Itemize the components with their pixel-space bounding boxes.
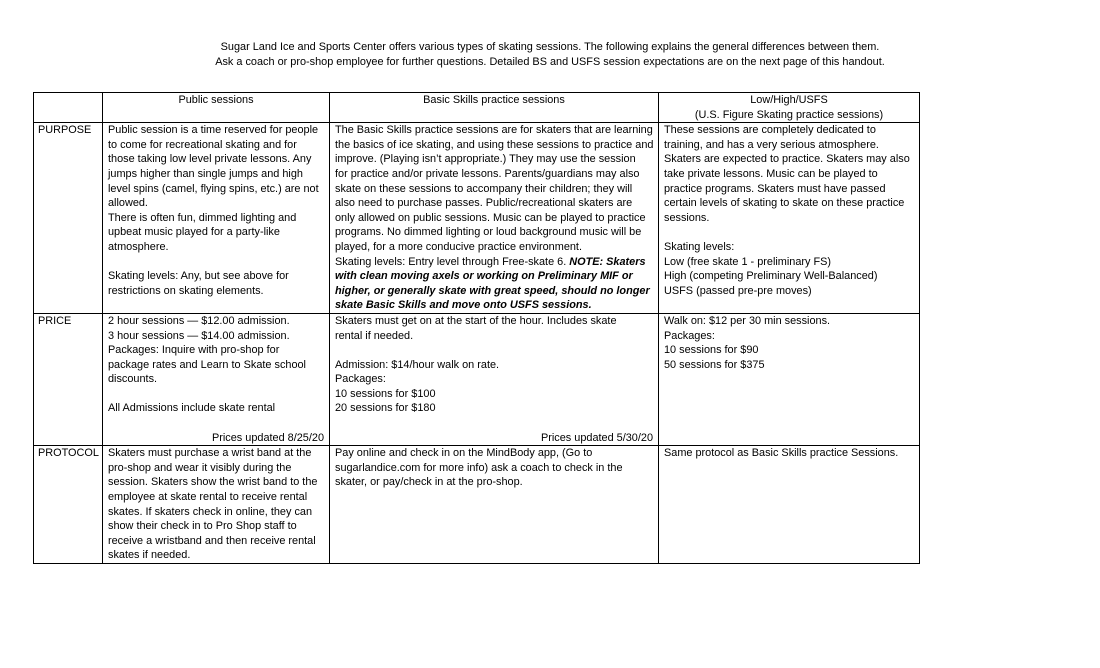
text-line: 20 sessions for $180 bbox=[335, 402, 436, 415]
text-line: receive a wristband and then receive rental bbox=[108, 534, 316, 547]
text-line: skates. If skaters check in online, they can bbox=[108, 505, 312, 518]
text-line: Pay online and check in on the MindBody app, (Go to bbox=[335, 447, 593, 460]
intro-line-1: Sugar Land Ice and Sports Center offers various types of skating sessions. The following explains the general differences between them. bbox=[220, 41, 880, 53]
text-line: package rates and Learn to Skate school bbox=[108, 358, 306, 371]
text-line: skate on these sessions to accompany their children; they will bbox=[335, 182, 633, 195]
purpose-usfs-cell bbox=[659, 123, 920, 314]
text-line: Packages: Inquire with pro-shop for bbox=[108, 344, 280, 357]
text-line: skater, or pay/check in at the pro-shop. bbox=[335, 476, 523, 489]
purpose-basic-cell bbox=[330, 123, 659, 314]
text-line: 10 sessions for $90 bbox=[664, 344, 759, 357]
price-basic-text bbox=[335, 314, 653, 416]
text-line: take private lessons. Music can be played to bbox=[664, 167, 878, 180]
header-public-sessions: Public sessions bbox=[103, 93, 330, 123]
basic-note-first: NOTE: Skaters bbox=[569, 255, 646, 268]
text-line: played, for a more conducive practice environment. bbox=[335, 240, 582, 253]
row-label-protocol: PROTOCOL bbox=[34, 446, 103, 564]
text-line: High (competing Preliminary Well-Balanced) bbox=[664, 270, 878, 283]
text-line: Skaters must get on at the start of the hour. Includes skate bbox=[335, 314, 617, 327]
basic-note-line-2: with clean moving axels or working on Preliminary MIF or bbox=[335, 270, 633, 283]
text-line: Walk on: $12 per 30 min sessions. bbox=[664, 314, 831, 327]
text-line: sugarlandice.com for more info) ask a coach to check in the bbox=[335, 461, 623, 474]
text-line: Low (free skate 1 - preliminary FS) bbox=[664, 255, 832, 268]
header-row bbox=[34, 93, 920, 123]
text-line: programs. No dimmed lighting or loud background music will be bbox=[335, 226, 642, 239]
row-label-price: PRICE bbox=[34, 313, 103, 445]
text-line bbox=[108, 255, 324, 270]
text-line bbox=[664, 225, 914, 240]
price-public-text bbox=[108, 314, 324, 416]
text-line: employee at skate rental to receive rental bbox=[108, 491, 308, 504]
text-line: All Admissions include skate rental bbox=[108, 402, 276, 415]
text-line: also need to purchase passes. Public/recreational skaters are bbox=[335, 197, 633, 210]
text-line: Packages: bbox=[664, 329, 715, 342]
text-line: Skaters are expected to practice. Skaters may also bbox=[664, 153, 910, 166]
text-line: 2 hour sessions — $12.00 admission. bbox=[108, 314, 290, 327]
session-comparison-table bbox=[33, 92, 920, 564]
text-line bbox=[108, 387, 324, 402]
text-line: certain levels of skating to skate on these practice bbox=[664, 197, 905, 210]
text-line: practice programs. Skaters must have passed bbox=[664, 182, 886, 195]
text-line: sessions. bbox=[664, 211, 710, 224]
text-line: Skating levels: bbox=[664, 240, 735, 253]
purpose-row bbox=[34, 123, 920, 314]
purpose-basic-levels bbox=[335, 255, 653, 270]
basic-prices-updated: Prices updated 5/30/20 bbox=[540, 431, 653, 444]
text-line: Public session is a time reserved for people bbox=[108, 124, 319, 137]
price-public-cell bbox=[103, 313, 330, 445]
text-line bbox=[335, 343, 653, 358]
text-line: upbeat music played for a party-like bbox=[108, 226, 280, 239]
text-line: to come for recreational skating and for bbox=[108, 138, 297, 151]
header-blank-cell bbox=[34, 93, 103, 123]
purpose-public-cell bbox=[103, 123, 330, 314]
text-line: training, and has a very serious atmosphere. bbox=[664, 138, 879, 151]
text-line: atmosphere. bbox=[108, 240, 169, 253]
text-line: discounts. bbox=[108, 373, 158, 386]
text-line: 10 sessions for $100 bbox=[335, 387, 436, 400]
text-line: restrictions on skating elements. bbox=[108, 284, 264, 297]
header-basic-skills-sessions: Basic Skills practice sessions bbox=[330, 93, 659, 123]
row-label-purpose: PURPOSE bbox=[34, 123, 103, 314]
text-line: There is often fun, dimmed lighting and bbox=[108, 211, 297, 224]
text-line: session. Skaters show the wrist band to the bbox=[108, 476, 318, 489]
basic-note-line-4: skate Basic Skills and move onto USFS sessions. bbox=[335, 299, 592, 312]
text-line: for practice and/or private lessons. Parents/guardians may also bbox=[335, 167, 640, 180]
text-line: Skaters must purchase a wrist band at the bbox=[108, 447, 312, 460]
price-row bbox=[34, 313, 920, 445]
header-usfs-line-1: Low/High/USFS bbox=[750, 94, 828, 106]
text-line: skates if needed. bbox=[108, 549, 191, 562]
text-line: jumps higher than single jumps and high bbox=[108, 167, 303, 180]
text-line: level spins (camel, flying spins, etc.) are not bbox=[108, 182, 319, 195]
basic-note-line-3: higher, or generally skate with great speed, should no longer bbox=[335, 284, 650, 297]
text-line: These sessions are completely dedicated to bbox=[664, 124, 876, 137]
text-line: show their check in to Pro Shop staff to bbox=[108, 520, 297, 533]
header-usfs-sessions bbox=[659, 93, 920, 123]
text-line: Admission: $14/hour walk on rate. bbox=[335, 358, 500, 371]
text-line: those taking low level private lessons. Any bbox=[108, 153, 312, 166]
text-line: pro-shop and wear it visibly during the bbox=[108, 461, 292, 474]
text-line: 50 sessions for $375 bbox=[664, 358, 765, 371]
text-line: allowed. bbox=[108, 197, 148, 210]
purpose-basic-text bbox=[335, 123, 653, 254]
protocol-public-cell bbox=[103, 446, 330, 564]
basic-levels-text: Skating levels: Entry level through Free-skate 6. bbox=[335, 255, 570, 268]
header-usfs-line-2: (U.S. Figure Skating practice sessions) bbox=[694, 108, 884, 121]
price-basic-cell bbox=[330, 313, 659, 445]
intro-text bbox=[0, 40, 1100, 69]
protocol-usfs-cell bbox=[659, 446, 920, 564]
public-prices-updated: Prices updated 8/25/20 bbox=[211, 431, 324, 444]
text-line: Same protocol as Basic Skills practice Sessions. bbox=[664, 447, 899, 460]
text-line: improve. (Playing isn’t appropriate.) They may use the session bbox=[335, 153, 636, 166]
text-line: The Basic Skills practice sessions are for skaters that are learning bbox=[335, 124, 653, 137]
text-line: the basics of ice skating, and using these sessions to practice and bbox=[335, 138, 654, 151]
text-line: only allowed on public sessions. Music can be played to practice bbox=[335, 211, 646, 224]
text-line: rental if needed. bbox=[335, 329, 414, 342]
text-line: 3 hour sessions — $14.00 admission. bbox=[108, 329, 290, 342]
protocol-row bbox=[34, 446, 920, 564]
text-line: Skating levels: Any, but see above for bbox=[108, 270, 289, 283]
text-line: USFS (passed pre-pre moves) bbox=[664, 284, 812, 297]
protocol-basic-cell bbox=[330, 446, 659, 564]
intro-line-2: Ask a coach or pro-shop employee for further questions. Detailed BS and USFS session expectations are on the next page of this handout. bbox=[215, 55, 885, 68]
price-usfs-cell bbox=[659, 313, 920, 445]
text-line: Packages: bbox=[335, 373, 386, 386]
